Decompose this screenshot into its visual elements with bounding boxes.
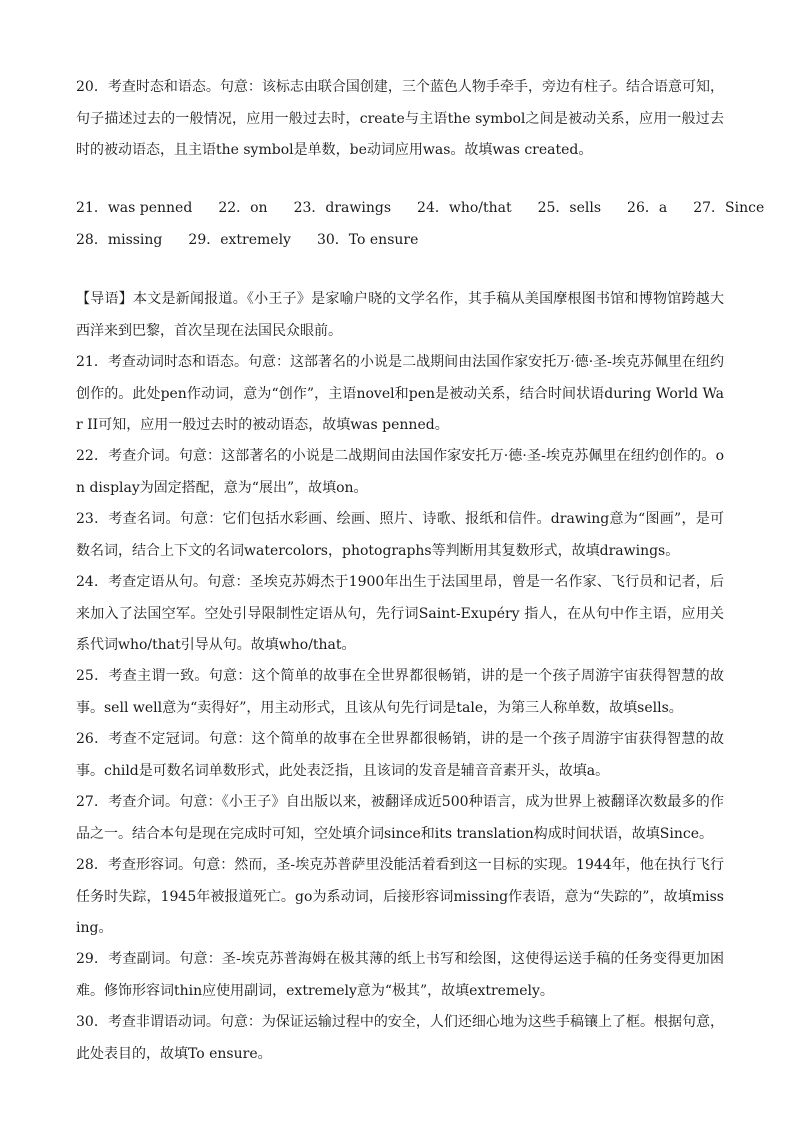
answer-row-1 <box>76 193 765 225</box>
answer-28: 28．missing <box>76 231 163 248</box>
intro-paragraph: 【导语】本文是新闻报道。《小王子》是家喻户晓的文学名作，其手稿从美国摩根图书馆和博物馆跨越大西洋来到巴黎，首次呈现在法国民众眼前。 <box>76 291 724 339</box>
answer-26: 26．a <box>627 200 668 216</box>
explanation-28: 28．考查形容词。句意：然而，圣-埃克苏普萨里没能活着看到这一目标的实现。1944年，他在执行飞行任务时失踪，1945年被报道死亡。go为系动词，后接形容词missing作表语，意为“失踪的”，故填missing。 <box>76 857 724 936</box>
answer-row-2 <box>76 225 736 257</box>
explanation-20: 20．考查时态和语态。句意：该标志由联合国创建，三个蓝色人物手牵手，旁边有柱子。结合语意可知，句子描述过去的一般情况，应用一般过去时，create与主语the symbol之间是被动关系，应用一般过去时的被动语态，且主语the symbol是单数，be动词应用was。故填was created。 <box>76 79 724 158</box>
explanation-30: 30．考查非谓语动词。句意：为保证运输过程中的安全，人们还细心地为这些手稿镶上了框。根据句意，此处表目的，故填To ensure。 <box>76 1014 724 1062</box>
answer-22: 22．on <box>218 200 268 216</box>
answer-27: 27．Since <box>693 200 765 216</box>
answer-29: 29．extremely <box>188 231 291 248</box>
explanation-29: 29．考查副词。句意：圣-埃克苏普海姆在极其薄的纸上书写和绘图，这使得运送手稿的任务变得更加困难。修饰形容词thin应使用副词，extremely意为“极其”，故填extremely。 <box>76 951 724 999</box>
explanation-24: 24．考查定语从句。句意：圣埃克苏姆杰于1900年出生于法国里昂，曾是一名作家、飞行员和记者，后来加入了法国空军。空处引导限制性定语从句，先行词Saint-Exupéry 指人，在从句中作主语，应用关系代词who/that引导从句。故填who/that。 <box>76 574 724 653</box>
explanation-25: 25．考查主谓一致。句意：这个简单的故事在全世界都很畅销，讲的是一个孩子周游宇宙获得智慧的故事。sell well意为“卖得好”，用主动形式，且该从句先行词是tale，为第三人称单数，故填sells。 <box>76 668 724 716</box>
answer-key <box>76 193 765 256</box>
answer-23: 23．drawings <box>293 200 392 216</box>
explanation-22: 22．考查介词。句意：这部著名的小说是二战期间由法国作家安托万·德·圣-埃克苏佩里在纽约创作的。on display为固定搭配，意为“展出”，故填on。 <box>76 448 724 496</box>
answer-21: 21．was penned <box>76 200 193 216</box>
answer-24: 24．who/that <box>417 200 512 216</box>
explanation-23: 23．考查名词。句意：它们包括水彩画、绘画、照片、诗歌、报纸和信件。drawing意为“图画”，是可数名词，结合上下文的名词watercolors，photographs等判断用其复数形式，故填drawings。 <box>76 511 724 559</box>
answer-30: 30．To ensure <box>316 231 419 248</box>
explanation-26: 26．考查不定冠词。句意：这个简单的故事在全世界都很畅销，讲的是一个孩子周游宇宙获得智慧的故事。child是可数名词单数形式，此处表泛指，且该词的发音是辅音音素开头，故填a。 <box>76 731 724 779</box>
answer-25: 25．sells <box>537 200 602 216</box>
explanation-27: 27．考查介词。句意：《小王子》自出版以来，被翻译成近500种语言，成为世界上被翻译次数最多的作品之一。结合本句是现在完成时可知，空处填介词since和its translation构成时间状语，故填Since。 <box>76 794 724 842</box>
explanation-21: 21．考查动词时态和语态。句意：这部著名的小说是二战期间由法国作家安托万·德·圣-埃克苏佩里在纽约创作的。此处pen作动词，意为“创作”，主语novel和pen是被动关系，结合时间状语during World War II可知，应用一般过去时的被动语态，故填was penned。 <box>76 354 724 433</box>
